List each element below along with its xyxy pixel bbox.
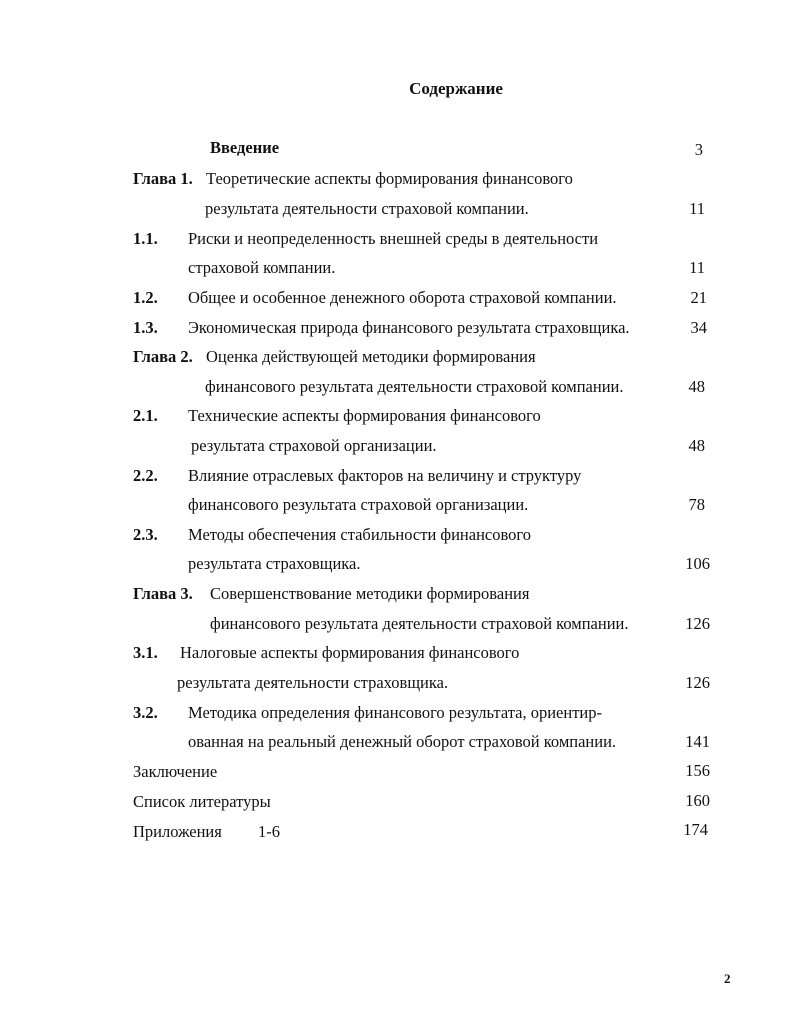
toc-label-cont: страховой компании. <box>188 258 336 277</box>
toc-page: 126 <box>685 673 710 692</box>
toc-number: 3.2. <box>133 703 158 722</box>
toc-label-cont: финансового результата деятельности страховой компании. <box>205 377 624 396</box>
toc-label: Список литературы <box>133 792 271 811</box>
toc-page: 126 <box>685 614 710 633</box>
toc-label-cont: результата деятельности страховщика. <box>177 673 449 692</box>
toc-page: 174 <box>683 820 708 839</box>
toc-label: Методика определения финансового результата, ориентир- <box>188 703 602 722</box>
toc-number: 1.3. <box>133 318 158 337</box>
toc-page: 11 <box>689 199 705 218</box>
page-number: 2 <box>724 971 731 986</box>
toc-page: 48 <box>688 436 705 455</box>
toc-label: Приложения <box>133 822 222 841</box>
toc-label: Введение <box>210 138 280 157</box>
toc-label-cont: финансового результата деятельности страховой компании. <box>210 614 629 633</box>
toc-label: Влияние отраслевых факторов на величину и структуру <box>188 466 582 485</box>
toc-label: Оценка действующей методики формирования <box>206 347 536 366</box>
toc-number: Глава 3. <box>133 584 193 603</box>
toc-number: Глава 2. <box>133 347 193 366</box>
toc-number: 3.1. <box>133 643 158 662</box>
toc-label-cont: ованная на реальный денежный оборот страховой компании. <box>188 732 617 751</box>
toc-number: 2.2. <box>133 466 158 485</box>
toc-label: Методы обеспечения стабильности финансового <box>188 525 532 544</box>
toc-page: 3 <box>694 140 703 159</box>
toc-page: 160 <box>685 791 710 810</box>
toc-label-cont: результата деятельности страховой компании. <box>205 199 529 218</box>
toc-label: Экономическая природа финансового результата страховщика. <box>188 318 630 337</box>
toc-page: 11 <box>689 258 705 277</box>
toc-number: 1.2. <box>133 288 158 307</box>
toc-label-cont: результата страховщика. <box>188 554 361 573</box>
toc-label-cont: результата страховой организации. <box>191 436 437 455</box>
toc-label-cont: финансового результата страховой организации. <box>188 495 529 514</box>
toc-page: 156 <box>685 761 710 780</box>
toc-page: 34 <box>690 318 707 337</box>
toc-label: Риски и неопределенность внешней среды в деятельности <box>188 229 599 248</box>
toc-page: 141 <box>685 732 710 751</box>
toc-number: 1.1. <box>133 229 158 248</box>
toc-page: 78 <box>688 495 705 514</box>
toc-label: Теоретические аспекты формирования финансового <box>206 169 573 188</box>
toc-page: 21 <box>690 288 707 307</box>
toc-label: Налоговые аспекты формирования финансового <box>180 643 520 662</box>
toc-page: 106 <box>685 554 710 573</box>
page-title: Содержание <box>409 79 503 98</box>
toc-number: 2.1. <box>133 406 158 425</box>
toc-label: Технические аспекты формирования финансового <box>188 406 541 425</box>
toc-label: Заключение <box>133 762 218 781</box>
toc-appendix-range: 1-6 <box>258 822 280 841</box>
toc-label: Совершенствование методики формирования <box>210 584 530 603</box>
toc-number: 2.3. <box>133 525 158 544</box>
toc-label: Общее и особенное денежного оборота страховой компании. <box>188 288 617 307</box>
toc-number: Глава 1. <box>133 169 193 188</box>
toc-page: 48 <box>688 377 705 396</box>
